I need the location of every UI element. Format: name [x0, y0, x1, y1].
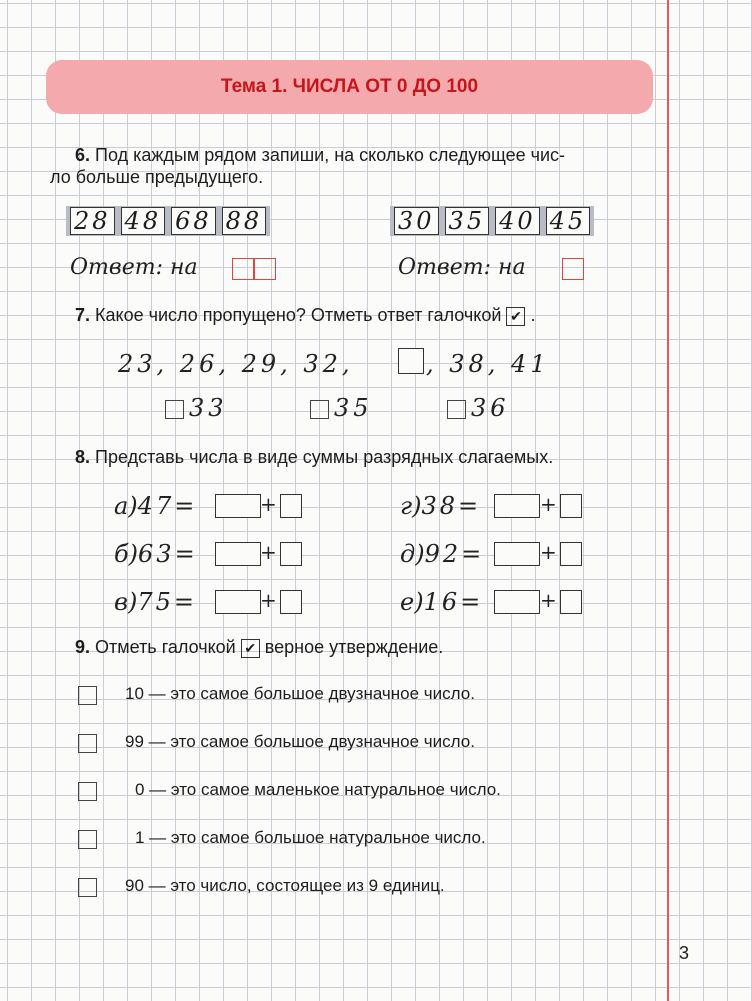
- task6-line2: [50, 166, 263, 188]
- item-v: в)75=: [114, 588, 194, 616]
- answer-box[interactable]: [232, 258, 254, 280]
- statement-checkbox[interactable]: [78, 878, 97, 897]
- units-box[interactable]: [280, 590, 302, 614]
- task6-row1: [66, 206, 270, 236]
- plus-sign: +: [260, 492, 277, 516]
- statement-checkbox[interactable]: [78, 782, 97, 801]
- number-box: 35: [445, 207, 490, 235]
- page-number: 3: [679, 943, 690, 963]
- task6-line1: [75, 144, 565, 166]
- task7-heading: [75, 304, 535, 326]
- units-box[interactable]: [280, 542, 302, 566]
- option-value: 35: [334, 394, 373, 422]
- item-a: а)47=: [114, 492, 195, 520]
- task6-answer-label-2: Ответ: на: [398, 255, 526, 280]
- item-e: е)16=: [400, 588, 481, 616]
- statement-3: 0 — это самое маленькое натуральное число.: [135, 780, 501, 799]
- statement-1: 10 — это самое большое двузначное число.: [125, 684, 475, 703]
- statement-5: 90 — это число, состоящее из 9 единиц.: [125, 876, 445, 895]
- statement-checkbox[interactable]: [78, 734, 97, 753]
- number-box: 48: [121, 207, 166, 235]
- missing-number-box[interactable]: [398, 348, 424, 374]
- period: .: [530, 305, 536, 325]
- item-d: д)92=: [400, 540, 482, 568]
- option-checkbox[interactable]: [447, 400, 466, 419]
- task7-number: 7.: [75, 305, 91, 325]
- item-number: 16: [423, 588, 461, 616]
- units-box[interactable]: [560, 590, 582, 614]
- item-label: а): [114, 492, 138, 520]
- units-box[interactable]: [280, 494, 302, 518]
- number-box: 28: [70, 207, 115, 235]
- item-label: г): [400, 492, 422, 520]
- topic-header: [46, 60, 653, 114]
- item-b: б)63=: [114, 540, 195, 568]
- task6-text-line2: ло больше предыдущего.: [50, 167, 264, 187]
- number-box: 68: [171, 207, 216, 235]
- item-label: е): [400, 588, 424, 616]
- task6-number: 6.: [75, 145, 91, 165]
- units-box[interactable]: [560, 542, 582, 566]
- task8-heading: [75, 446, 553, 468]
- tens-box[interactable]: [494, 542, 540, 566]
- option-checkbox[interactable]: [165, 400, 184, 419]
- task9-text-after: верное утверждение.: [264, 637, 444, 657]
- item-number: 92: [424, 540, 462, 568]
- item-number: 75: [137, 588, 174, 616]
- item-label: д): [400, 540, 425, 568]
- statement-checkbox[interactable]: [78, 830, 97, 849]
- item-label: б): [114, 540, 139, 568]
- plus-sign: +: [540, 588, 557, 612]
- item-label: в): [114, 588, 138, 616]
- plus-sign: +: [260, 588, 277, 612]
- number-box: 45: [546, 207, 591, 235]
- task9-heading: [75, 636, 443, 658]
- checkmark-icon: ✔: [506, 307, 525, 326]
- task9-text-before: Отметь галочкой: [95, 637, 236, 657]
- task8-number: 8.: [75, 447, 91, 467]
- option-value: 36: [471, 394, 510, 422]
- tens-box[interactable]: [215, 542, 261, 566]
- answer-box[interactable]: [254, 258, 276, 280]
- tens-box[interactable]: [494, 590, 540, 614]
- task6-row2: [390, 206, 594, 236]
- tens-box[interactable]: [494, 494, 540, 518]
- answer-box[interactable]: [562, 258, 584, 280]
- item-number: 63: [138, 540, 175, 568]
- tens-box[interactable]: [215, 494, 261, 518]
- plus-sign: +: [540, 492, 557, 516]
- plus-sign: +: [260, 540, 277, 564]
- task6-answer-label-1: Ответ: на: [70, 255, 198, 280]
- task7-sequence: 23, 26, 29, 32,: [118, 350, 354, 378]
- option-value: 33: [189, 394, 228, 422]
- statement-checkbox[interactable]: [78, 686, 97, 705]
- units-box[interactable]: [560, 494, 582, 518]
- task8-text: Представь числа в виде суммы разрядных слагаемых.: [95, 447, 554, 467]
- task7-text: Какое число пропущено? Отметь ответ галочкой: [95, 305, 502, 325]
- number-box: 88: [222, 207, 267, 235]
- statement-2: 99 — это самое большое двузначное число.: [125, 732, 475, 751]
- checkmark-icon: ✔: [241, 639, 260, 658]
- item-number: 47: [137, 492, 175, 520]
- task7-sequence-end: , 38, 41: [426, 350, 550, 378]
- task9-number: 9.: [75, 637, 91, 657]
- number-box: 30: [394, 207, 439, 235]
- tens-box[interactable]: [215, 590, 261, 614]
- option-checkbox[interactable]: [310, 400, 329, 419]
- item-number: 38: [421, 492, 459, 520]
- item-g: г)38=: [400, 492, 479, 520]
- task6-text-line1: Под каждым рядом запиши, на сколько следующее чис-: [95, 145, 566, 165]
- number-box: 40: [495, 207, 540, 235]
- topic-title: Тема 1. ЧИСЛА ОТ 0 ДО 100: [220, 76, 479, 97]
- margin-line: [667, 0, 669, 1001]
- plus-sign: +: [540, 540, 557, 564]
- statement-4: 1 — это самое большое натуральное число.: [135, 828, 486, 847]
